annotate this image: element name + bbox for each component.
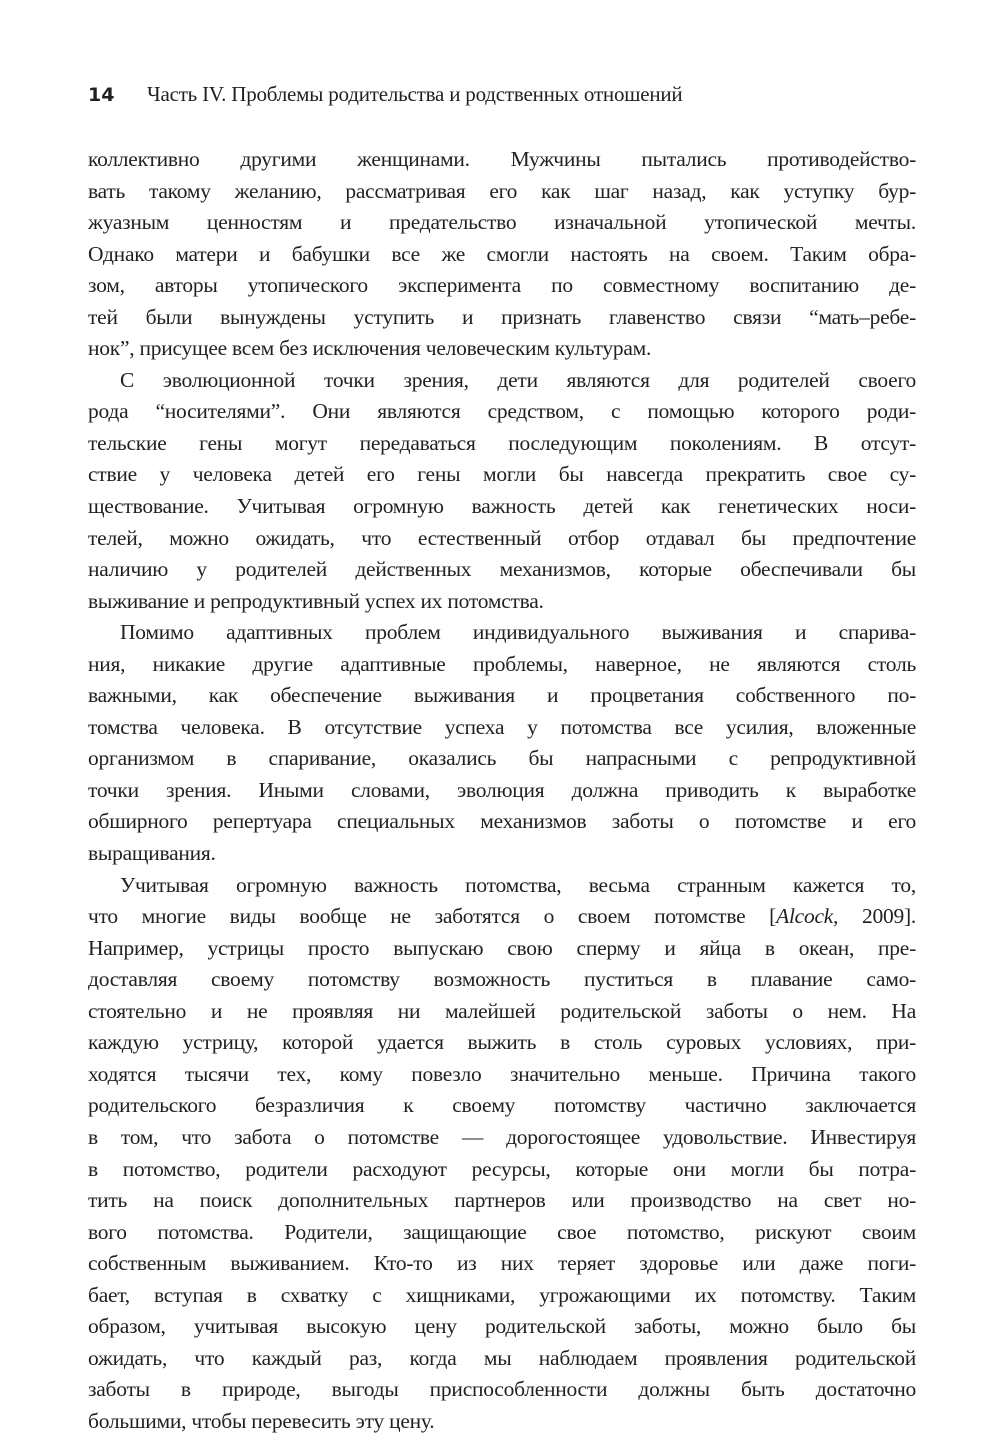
text-line: тельские гены могут передаваться последующим поколениям. В отсут- bbox=[88, 430, 916, 455]
text-line: зом, авторы утопического эксперимента по совместному воспитанию де- bbox=[88, 273, 916, 298]
body-text bbox=[88, 144, 916, 1437]
text-line: ходятся тысячи тех, кому повезло значительно меньше. Причина такого bbox=[88, 1061, 916, 1086]
text-line: выживание и репродуктивный успех их потомства. bbox=[88, 588, 544, 613]
text-line: заботы в природе, выгоды приспособленности должны быть достаточно bbox=[88, 1377, 916, 1402]
text-line: телей, можно ожидать, что естественный отбор отдавал бы предпочтение bbox=[88, 525, 916, 550]
text-line: образом, учитывая высокую цену родительской заботы, можно было бы bbox=[88, 1314, 916, 1339]
text-line: ния, никакие другие адаптивные проблемы, наверное, не являются столь bbox=[88, 651, 916, 676]
text-line: важными, как обеспечение выживания и процветания собственного по- bbox=[88, 683, 916, 708]
paragraph bbox=[88, 617, 916, 869]
text-line bbox=[88, 901, 916, 933]
text-line: стоятельно и не проявляя ни малейшей родительской заботы о нем. На bbox=[88, 998, 916, 1023]
text-line: вать такому желанию, рассматривая его как шаг назад, как уступку бур- bbox=[88, 178, 916, 203]
text-line: тить на поиск дополнительных партнеров или производство на свет но- bbox=[88, 1188, 916, 1213]
text-line: организмом в спаривание, оказались бы напрасными с репродуктивной bbox=[88, 746, 916, 771]
text-line: собственным выживанием. Кто-то из них теряет здоровье или даже поги- bbox=[88, 1251, 916, 1276]
text-line: вого потомства. Родители, защищающие свое потомство, рискуют своим bbox=[88, 1219, 916, 1244]
text-line: родительского безразличия к своему потомству частично заключается bbox=[88, 1093, 916, 1118]
text-line: рода “носителями”. Они являются средством, с помощью которого роди- bbox=[88, 399, 916, 424]
text-line: в потомство, родители расходуют ресурсы, которые они могли бы потра- bbox=[88, 1156, 916, 1181]
paragraph bbox=[88, 365, 916, 617]
paragraph bbox=[88, 870, 916, 1438]
page-number: 14 bbox=[88, 84, 115, 106]
text-line: большими, чтобы перевесить эту цену. bbox=[88, 1408, 435, 1433]
text-line: тей были вынуждены уступить и признать главенство связи “мать–ребе- bbox=[88, 304, 916, 329]
text-line: Однако матери и бабушки все же смогли настоять на своем. Таким обра- bbox=[88, 241, 916, 266]
text-line: Например, устрицы просто выпускаю свою сперму и яйца в океан, пре- bbox=[88, 935, 916, 960]
text-line: ожидать, что каждый раз, когда мы наблюдаем проявления родительской bbox=[88, 1345, 916, 1370]
text-line: доставляя своему потомству возможность пуститься в плавание само- bbox=[88, 967, 916, 992]
text-line: нок”, присущее всем без исключения человеческим культурам. bbox=[88, 336, 652, 361]
text-line: обширного репертуара специальных механизмов заботы о потомстве и его bbox=[88, 809, 916, 834]
paragraph bbox=[88, 144, 916, 365]
text-line: выращивания. bbox=[88, 841, 216, 866]
text-line: коллективно другими женщинами. Мужчины пытались противодейство- bbox=[88, 147, 916, 171]
text-line: в том, что забота о потомстве — дорогостоящее удовольствие. Инвестируя bbox=[88, 1124, 916, 1149]
text-line: Учитывая огромную важность потомства, весьма странным кажется то, bbox=[120, 872, 916, 897]
text-line: Помимо адаптивных проблем индивидуального выживания и спарива- bbox=[120, 620, 916, 645]
running-title: Часть IV. Проблемы родительства и родственных отношений bbox=[147, 82, 683, 106]
text-line: томства человека. В отсутствие успеха у потомства все усилия, вложенные bbox=[88, 714, 916, 739]
text-line: жуазным ценностям и предательство изначальной утопической мечты. bbox=[88, 210, 916, 235]
text-line: бает, вступая в схватку с хищниками, угрожающими их потомству. Таким bbox=[88, 1282, 916, 1307]
citation-author: Alcock, bbox=[776, 904, 839, 929]
running-header bbox=[88, 82, 682, 112]
text-segment: 2009]. bbox=[838, 904, 916, 929]
text-line: ствие у человека детей его гены могли бы навсегда прекратить свое су- bbox=[88, 462, 916, 487]
text-line: каждую устрицу, которой удается выжить в столь суровых условиях, при- bbox=[88, 1030, 916, 1055]
text-line: ществование. Учитывая огромную важность детей как генетических носи- bbox=[88, 494, 916, 519]
text-segment: что многие виды вообще не заботятся о своем потомстве [ bbox=[88, 904, 777, 929]
text-line: точки зрения. Иными словами, эволюция должна приводить к выработке bbox=[88, 777, 916, 802]
text-line: наличию у родителей действенных механизмов, которые обеспечивали бы bbox=[88, 557, 916, 582]
text-line: С эволюционной точки зрения, дети являются для родителей своего bbox=[120, 367, 916, 392]
